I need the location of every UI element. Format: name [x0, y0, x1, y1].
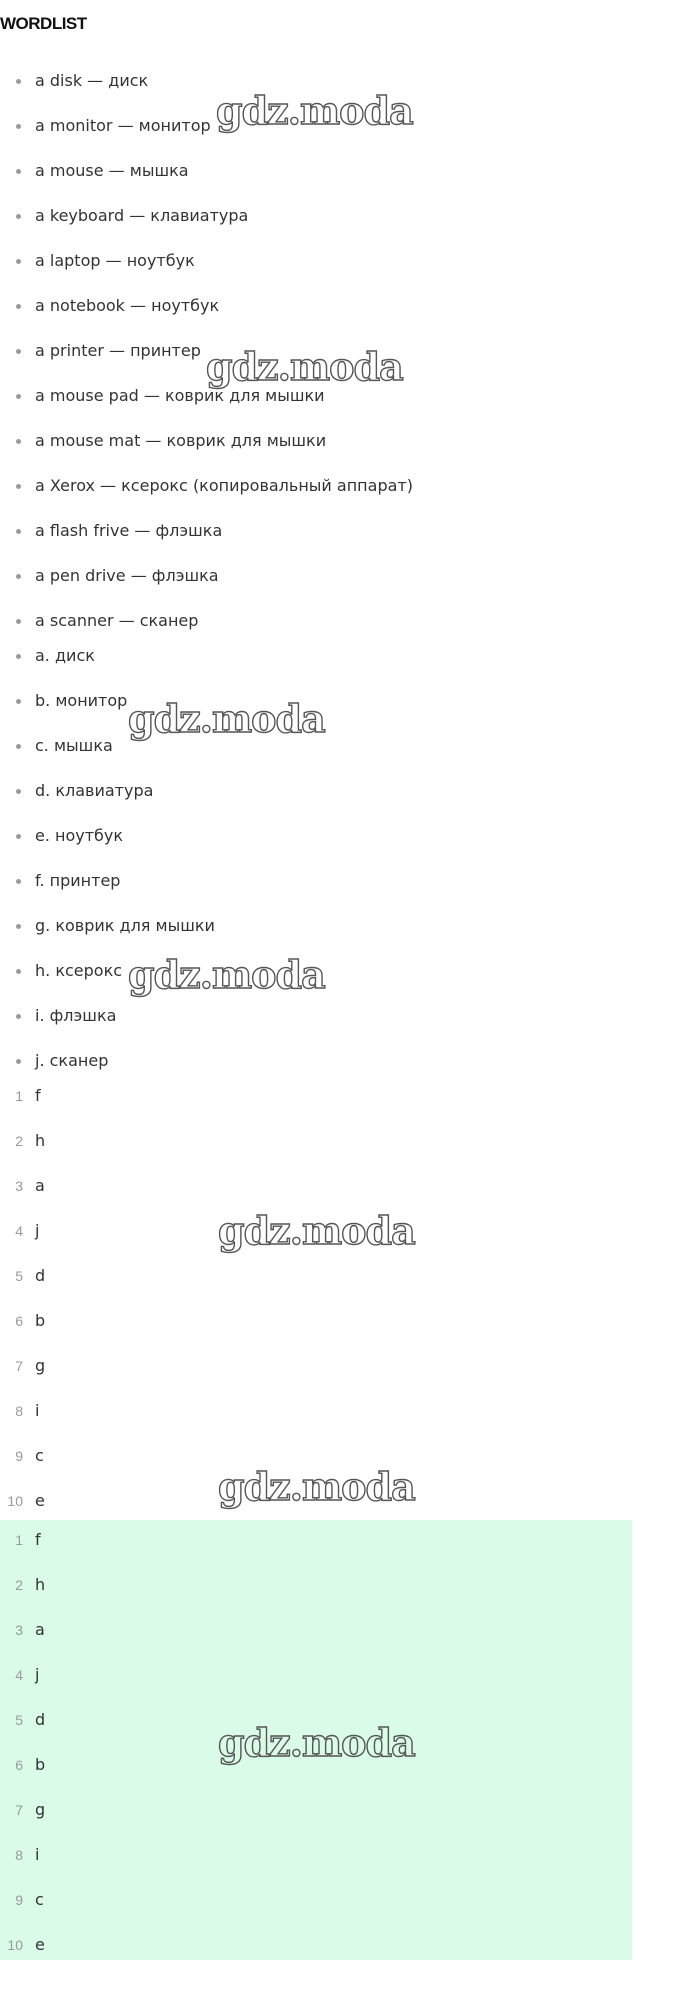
- list-item: g. коврик для мышки: [0, 915, 630, 960]
- answer-item: [0, 1619, 630, 1664]
- answer-value: a: [35, 1176, 45, 1195]
- answer-value: h: [35, 1131, 46, 1150]
- translation-list: [0, 645, 630, 1095]
- item-number: 6: [15, 1313, 23, 1329]
- watermark: gdz.moda: [218, 1208, 415, 1253]
- answer-item: [0, 1529, 630, 1574]
- answer-item: [0, 1445, 630, 1490]
- item-number: 1: [15, 1088, 23, 1104]
- answer-item: [0, 1175, 630, 1220]
- list-item: d. клавиатура: [0, 780, 630, 825]
- answer-value: c: [35, 1446, 44, 1465]
- answer-item: [0, 1664, 630, 1709]
- answer-value: i: [35, 1845, 40, 1864]
- item-number: 5: [15, 1712, 23, 1728]
- list-item: a printer — принтер: [0, 340, 630, 385]
- watermark: gdz.moda: [216, 88, 413, 133]
- item-number: 5: [15, 1268, 23, 1284]
- answer-value: j: [35, 1221, 40, 1240]
- item-number: 4: [15, 1667, 23, 1683]
- answer-value: g: [35, 1356, 46, 1375]
- answer-value: h: [35, 1575, 46, 1594]
- list-item: a mouse mat — коврик для мышки: [0, 430, 630, 475]
- watermark: gdz.moda: [128, 952, 325, 997]
- item-number: 9: [15, 1448, 23, 1464]
- answer-list: [0, 1085, 630, 1535]
- list-item: a. диск: [0, 645, 630, 690]
- answer-item: [0, 1355, 630, 1400]
- answer-value: c: [35, 1890, 44, 1909]
- item-number: 9: [15, 1892, 23, 1908]
- answer-item: [0, 1889, 630, 1934]
- watermark: gdz.moda: [206, 344, 403, 389]
- answer-item: [0, 1754, 630, 1799]
- answer-value: b: [35, 1755, 46, 1774]
- list-item: e. ноутбук: [0, 825, 630, 870]
- answer-value: a: [35, 1620, 45, 1639]
- item-number: 6: [15, 1757, 23, 1773]
- list-item: h. ксерокс: [0, 960, 630, 1005]
- item-number: 10: [7, 1937, 23, 1953]
- item-number: 7: [15, 1358, 23, 1374]
- item-number: 3: [15, 1178, 23, 1194]
- list-item: b. монитор: [0, 690, 630, 735]
- answer-item: [0, 1220, 630, 1265]
- list-item: i. флэшка: [0, 1005, 630, 1050]
- list-item: a pen drive — флэшка: [0, 565, 630, 610]
- item-number: 2: [15, 1577, 23, 1593]
- item-number: 4: [15, 1223, 23, 1239]
- answer-item: [0, 1085, 630, 1130]
- answer-item: [0, 1799, 630, 1844]
- answer-value: j: [35, 1665, 40, 1684]
- item-number: 7: [15, 1802, 23, 1818]
- answer-value: f: [35, 1530, 41, 1549]
- answer-item: [0, 1934, 630, 1979]
- list-item: a disk — диск: [0, 70, 630, 115]
- answer-value: d: [35, 1266, 46, 1285]
- answer-value: e: [35, 1491, 45, 1510]
- item-number: 2: [15, 1133, 23, 1149]
- item-number: 8: [15, 1847, 23, 1863]
- answer-item: [0, 1130, 630, 1175]
- item-number: 10: [7, 1493, 23, 1509]
- answer-value: b: [35, 1311, 46, 1330]
- watermark: gdz.moda: [128, 696, 325, 741]
- list-item: a Xerox — ксерокс (копировальный аппарат): [0, 475, 630, 520]
- list-item: a laptop — ноутбук: [0, 250, 630, 295]
- list-item: a notebook — ноутбук: [0, 295, 630, 340]
- answer-item: [0, 1400, 630, 1445]
- wordlist: [0, 70, 630, 655]
- highlighted-answer-list: [0, 1529, 630, 1979]
- list-item: a mouse pad — коврик для мышки: [0, 385, 630, 430]
- page-title: WORDLIST: [0, 14, 87, 33]
- list-item: a scanner — сканер: [0, 610, 630, 655]
- list-item: a flash frive — флэшка: [0, 520, 630, 565]
- answer-item: [0, 1844, 630, 1889]
- answer-value: f: [35, 1086, 41, 1105]
- item-number: 8: [15, 1403, 23, 1419]
- answer-value: e: [35, 1935, 45, 1954]
- answer-item: [0, 1265, 630, 1310]
- list-item: c. мышка: [0, 735, 630, 780]
- list-item: j. сканер: [0, 1050, 630, 1095]
- list-item: a mouse — мышка: [0, 160, 630, 205]
- answer-item: [0, 1310, 630, 1355]
- watermark: gdz.moda: [218, 1464, 415, 1509]
- item-number: 1: [15, 1532, 23, 1548]
- list-item: a keyboard — клавиатура: [0, 205, 630, 250]
- answer-value: d: [35, 1710, 46, 1729]
- answer-item: [0, 1574, 630, 1619]
- list-item: f. принтер: [0, 870, 630, 915]
- answer-item: [0, 1709, 630, 1754]
- item-number: 3: [15, 1622, 23, 1638]
- answer-value: g: [35, 1800, 46, 1819]
- list-item: a monitor — монитор: [0, 115, 630, 160]
- answer-value: i: [35, 1401, 40, 1420]
